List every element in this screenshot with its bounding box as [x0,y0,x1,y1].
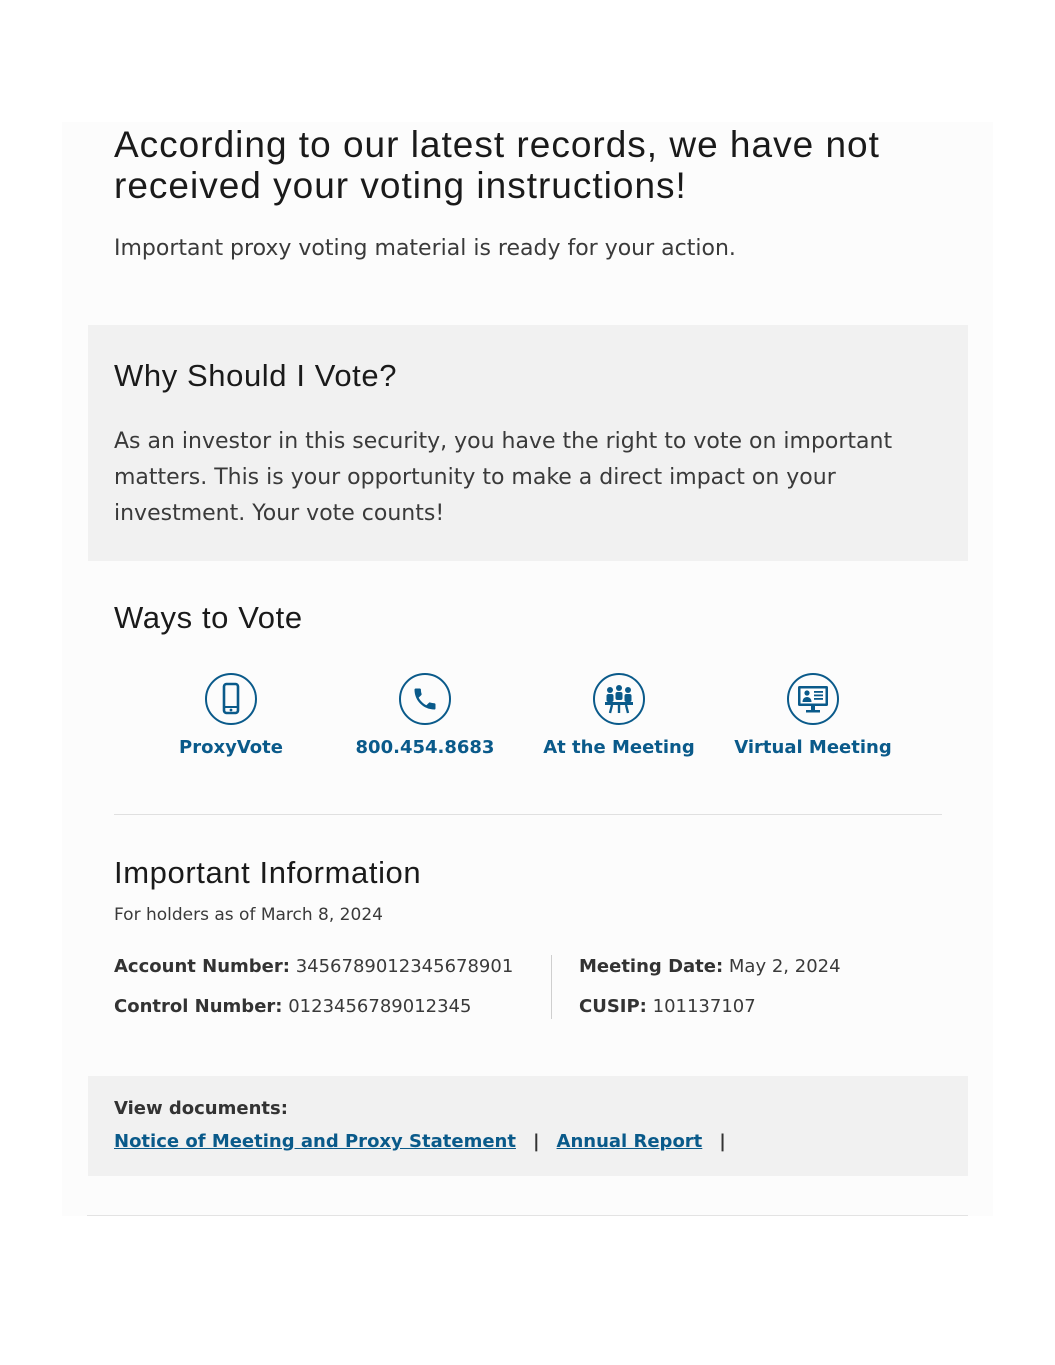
annual-report-link[interactable]: Annual Report [556,1131,703,1152]
link-separator: | [719,1131,726,1152]
footer-divider [87,1215,968,1216]
ways-to-vote-title: Ways to Vote [114,600,303,635]
vote-method-at-meeting[interactable] [522,673,716,758]
vote-method-label[interactable]: 800.454.8683 [355,737,495,758]
info-left-column [114,955,513,1035]
notice-card [62,122,993,1216]
virtual-meeting-icon [787,673,839,725]
documents-panel [88,1076,968,1176]
page-subtitle: Important proxy voting material is ready for your action. [114,236,736,261]
account-number-label: Account Number: [114,956,290,977]
meeting-date-label: Meeting Date: [579,956,724,977]
vote-methods [134,673,910,763]
why-vote-panel [88,325,968,561]
section-divider [114,814,942,815]
vote-method-label[interactable]: At the Meeting [543,737,695,758]
control-number-row [114,995,513,1035]
meeting-date-value: May 2, 2024 [728,956,841,977]
hero-section [114,124,934,264]
vote-method-proxyvote[interactable] [134,673,328,758]
why-vote-title: Why Should I Vote? [114,358,398,393]
vote-method-phone[interactable] [328,673,522,758]
control-number-value: 0123456789012345 [288,996,472,1017]
telephone-icon [399,673,451,725]
account-number-value: 3456789012345678901 [295,956,514,977]
meeting-people-icon [593,673,645,725]
info-column-separator [551,955,552,1019]
vote-method-virtual[interactable] [716,673,910,758]
why-vote-body: As an investor in this security, you have the right to vote on important matters. This is your opportunity to make a direct impact on your investment. Your vote counts! [114,429,893,526]
control-number-label: Control Number: [114,996,283,1017]
account-number-row [114,955,513,995]
info-right-column [579,955,841,1035]
holders-date: For holders as of March 8, 2024 [114,905,383,925]
meeting-date-row [579,955,841,995]
cusip-label: CUSIP: [579,996,647,1017]
link-separator: | [532,1131,540,1152]
mobile-phone-icon [205,673,257,725]
proxy-statement-link[interactable]: Notice of Meeting and Proxy Statement [114,1131,516,1152]
vote-method-label[interactable]: ProxyVote [179,737,283,758]
cusip-value: 101137107 [652,996,756,1017]
page-title: According to our latest records, we have not received your voting instructions! [114,124,880,206]
view-documents-label: View documents: [114,1098,288,1119]
important-info-title: Important Information [114,855,422,890]
cusip-row [579,995,841,1035]
vote-method-label[interactable]: Virtual Meeting [734,737,892,758]
document-links [114,1131,942,1152]
